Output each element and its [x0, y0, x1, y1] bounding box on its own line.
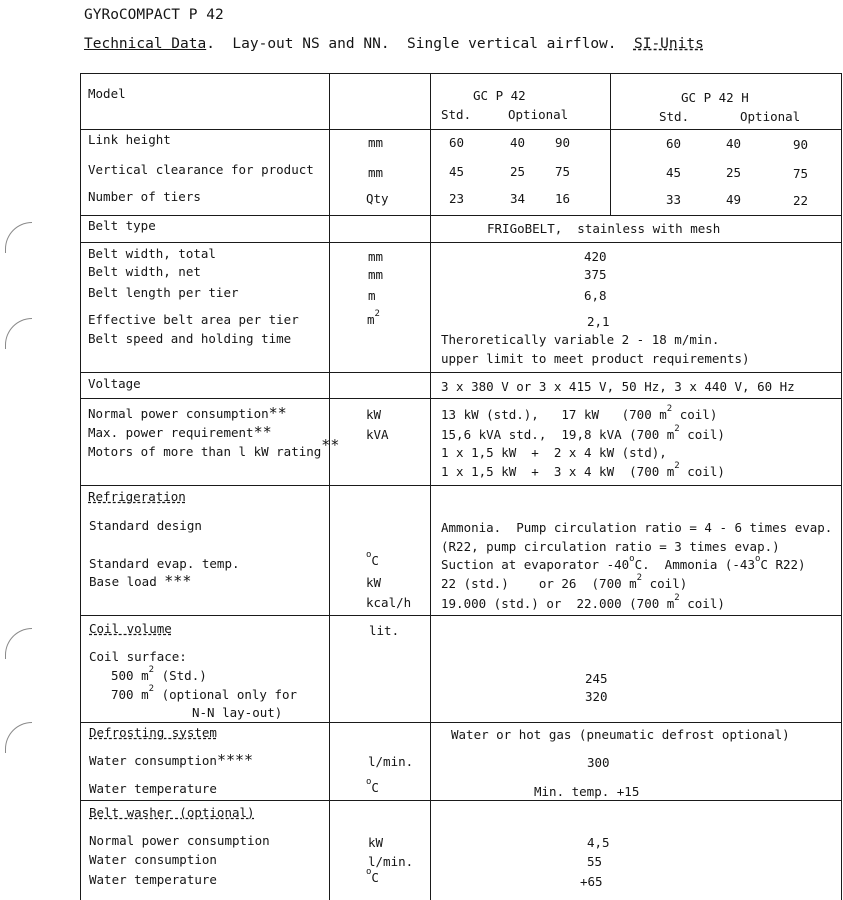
punch-hole: [5, 318, 32, 349]
belt-width-total-label: Belt width, total: [88, 246, 216, 261]
header-p42-std: Std.: [441, 107, 472, 122]
document-subtitle: [84, 37, 704, 51]
sup-2: 2: [674, 593, 680, 603]
belt-width-total-value: 420: [584, 249, 607, 264]
punch-hole: [5, 722, 32, 753]
coil-500-value: 245: [585, 671, 608, 686]
max-power-label-text: Max. power requirement: [88, 425, 254, 440]
coil-surface-label: Coil surface:: [89, 649, 187, 664]
row-divider: [80, 615, 842, 616]
normal-power-value: [441, 404, 718, 422]
asterisk-mark: **: [321, 436, 340, 454]
coil-700-label-2: N-N lay-out): [192, 705, 283, 720]
clearance-p42h-opt1: 25: [726, 165, 742, 180]
refrigeration-heading-text: Refrigeration: [88, 489, 186, 504]
belt-width-net-value: 375: [584, 267, 607, 282]
row-divider: [80, 722, 842, 723]
asterisk-mark: **: [253, 423, 272, 441]
clearance-p42-opt2: 75: [555, 164, 571, 179]
header-model: Model: [88, 86, 126, 101]
link-height-p42h-std: 60: [666, 136, 682, 151]
sup-2: 2: [674, 424, 680, 434]
motors-value-2b: coil): [679, 464, 725, 479]
table-border-top: [80, 73, 842, 74]
belt-length-label: Belt length per tier: [88, 285, 239, 300]
subtitle-layout: . Lay-out NS and NN. Single vertical airflow.: [206, 36, 634, 52]
header-p42h-std: Std.: [659, 109, 690, 124]
coil-500-label: [111, 665, 207, 683]
clearance-p42-opt1: 25: [510, 164, 526, 179]
link-height-p42-opt2: 90: [555, 135, 571, 150]
link-height-p42h-opt1: 40: [726, 136, 742, 151]
tiers-p42h-opt1: 49: [726, 192, 742, 207]
table-border-right: [841, 73, 842, 900]
motors-value-1: 1 x 1,5 kW + 2 x 4 kW (std),: [441, 445, 667, 460]
base-load-label-text: Base load: [89, 574, 157, 589]
defrost-water-value: 300: [587, 755, 610, 770]
normal-power-label: [88, 406, 287, 421]
coil-volume-unit: lit.: [369, 623, 400, 638]
normal-power-label-text: Normal power consumption: [88, 406, 269, 421]
normal-power-value-b: coil): [672, 407, 718, 422]
max-power-value-a: 15,6 kVA std., 19,8 kVA (700 m: [441, 427, 675, 442]
value-column-divider: [430, 73, 431, 900]
washer-power-label: Normal power consumption: [89, 833, 270, 848]
washer-temp-unit: [366, 867, 379, 885]
washer-temp-label: Water temperature: [89, 872, 217, 887]
sup-2: 2: [666, 404, 673, 414]
sup-2: 2: [636, 573, 643, 583]
belt-area-unit: [367, 309, 380, 327]
evap-temp-value: [441, 554, 806, 572]
link-height-p42h-opt2: 90: [793, 137, 809, 152]
belt-type-label: Belt type: [88, 218, 156, 233]
belt-speed-label: Belt speed and holding time: [88, 331, 292, 346]
washer-water-unit: l/min.: [368, 854, 414, 869]
header-p42-optional: Optional: [508, 107, 569, 122]
voltage-label: Voltage: [88, 376, 141, 391]
belt-area-unit-text: m: [367, 312, 375, 327]
base-load-kcal-value-a: 19.000 (std.) or 22.000 (700 m: [441, 596, 675, 611]
row-divider: [80, 215, 842, 216]
coil-700-a: 700 m: [111, 687, 149, 702]
asterisk-mark: **: [268, 404, 287, 422]
motors-value-2: [441, 461, 725, 479]
row-divider: [80, 398, 842, 399]
standard-design-value-2: (R22, pump circulation ratio = 3 times evap.): [441, 539, 780, 554]
table-border-left: [80, 73, 81, 900]
coil-500-b: (Std.): [154, 668, 207, 683]
row-divider: [80, 242, 842, 243]
tiers-p42-opt2: 16: [555, 191, 571, 206]
belt-width-net-label: Belt width, net: [88, 264, 201, 279]
standard-design-label: Standard design: [89, 518, 202, 533]
defrost-temp-unit-text: C: [371, 780, 379, 795]
clearance-label: Vertical clearance for product: [88, 162, 314, 177]
coil-700-label: [111, 684, 298, 702]
base-load-kcal-value-b: coil): [679, 596, 725, 611]
evap-temp-label: Standard evap. temp.: [89, 556, 240, 571]
link-height-label: Link height: [88, 132, 171, 147]
subtitle-si-units: SI-Units: [633, 36, 704, 52]
link-height-p42-opt1: 40: [510, 135, 526, 150]
washer-heading-text: Belt washer (optional): [89, 805, 255, 820]
base-load-value-a: 22 (std.) or 26 (700 m: [441, 576, 637, 591]
row-divider: [80, 372, 842, 373]
standard-design-value-1: Ammonia. Pump circulation ratio = 4 - 6 times evap.: [441, 520, 833, 535]
normal-power-value-a: 13 kW (std.), 17 kW (700 m: [441, 407, 667, 422]
washer-temp-value: +65: [580, 874, 603, 889]
defrost-water-unit: l/min.: [368, 754, 414, 769]
washer-water-value: 55: [587, 854, 603, 869]
subtitle-technical-data: Technical Data: [84, 36, 207, 52]
clearance-p42h-opt2: 75: [793, 166, 809, 181]
voltage-value: 3 x 380 V or 3 x 415 V, 50 Hz, 3 x 440 V, 60 Hz: [441, 379, 795, 394]
belt-area-label: Effective belt area per tier: [88, 312, 299, 327]
evap-temp-v1: Suction at evaporator -40: [441, 557, 630, 572]
base-load-label: [89, 574, 191, 589]
max-power-value: [441, 424, 725, 442]
max-power-value-b: coil): [679, 427, 725, 442]
header-p42h-optional: Optional: [740, 109, 801, 124]
washer-heading: [89, 806, 255, 820]
link-height-unit: mm: [368, 135, 384, 150]
coil-700-value: 320: [585, 689, 608, 704]
defrost-water-label-text: Water consumption: [89, 753, 217, 768]
link-height-p42-std: 60: [449, 135, 465, 150]
punch-hole: [5, 222, 32, 253]
belt-length-value: 6,8: [584, 288, 607, 303]
motors-label-text: Motors of more than l kW rating: [88, 444, 322, 459]
defrost-temp-label: Water temperature: [89, 781, 217, 796]
header-gc-p42h: GC P 42 H: [681, 90, 749, 105]
row-divider: [80, 485, 842, 486]
washer-power-value: 4,5: [587, 835, 610, 850]
belt-type-value: FRIGoBELT, stainless with mesh: [487, 221, 721, 236]
degree-sup: o: [366, 550, 372, 560]
tiers-unit: Qty: [366, 191, 389, 206]
base-load-value-b: coil): [642, 576, 688, 591]
degree-sup: o: [366, 867, 372, 877]
tiers-label: Number of tiers: [88, 189, 201, 204]
evap-temp-v3: C R22): [760, 557, 806, 572]
clearance-unit: mm: [368, 165, 384, 180]
defrost-water-label: [89, 753, 253, 768]
asterisk-mark: ****: [216, 751, 254, 769]
header-gc-p42: GC P 42: [473, 88, 526, 103]
belt-length-unit: m: [368, 288, 376, 303]
belt-width-net-unit: mm: [368, 267, 384, 282]
base-load-kcal-unit: kcal/h: [366, 595, 412, 610]
base-load-value: [441, 573, 688, 591]
clearance-p42-std: 45: [449, 164, 465, 179]
sup-2: 2: [148, 665, 155, 675]
punch-hole: [5, 628, 32, 659]
row-divider: [80, 800, 842, 801]
degree-sup: o: [366, 777, 372, 787]
row-divider: [80, 129, 842, 130]
model-column-divider: [610, 73, 611, 215]
motors-label: [88, 436, 340, 459]
asterisk-mark: ***: [164, 572, 192, 590]
coil-500-a: 500 m: [111, 668, 149, 683]
tiers-p42-std: 23: [449, 191, 465, 206]
refrigeration-heading: [88, 490, 186, 504]
base-load-unit: kW: [366, 575, 382, 590]
sup-2: 2: [674, 461, 680, 471]
clearance-p42h-std: 45: [666, 165, 682, 180]
sup-2: 2: [148, 684, 155, 694]
defrost-heading: [89, 726, 217, 740]
unit-column-divider: [329, 73, 330, 900]
evap-temp-unit-text: C: [371, 553, 379, 568]
evap-temp-unit: [366, 550, 379, 568]
max-power-label: [88, 425, 272, 440]
defrost-value: Water or hot gas (pneumatic defrost optional): [451, 727, 790, 742]
tiers-p42-opt1: 34: [510, 191, 526, 206]
belt-speed-value-2: upper limit to meet product requirements): [441, 351, 750, 366]
coil-volume-heading-text: Coil volume: [89, 621, 172, 636]
washer-power-unit: kW: [368, 835, 384, 850]
belt-area-value: 2,1: [587, 314, 610, 329]
belt-speed-value-1: Theroretically variable 2 - 18 m/min.: [441, 332, 720, 347]
washer-temp-unit-text: C: [371, 870, 379, 885]
defrost-temp-value: Min. temp. +15: [534, 784, 640, 799]
tiers-p42h-opt2: 22: [793, 193, 809, 208]
degree-sup: o: [629, 554, 635, 564]
belt-area-unit-sup: 2: [374, 309, 380, 319]
defrost-heading-text: Defrosting system: [89, 725, 217, 740]
degree-sup: o: [755, 554, 761, 564]
normal-power-unit: kW: [366, 407, 382, 422]
document-title: GYRoCOMPACT P 42: [84, 7, 224, 23]
max-power-unit: kVA: [366, 427, 389, 442]
base-load-kcal-value: [441, 593, 725, 611]
tiers-p42h-std: 33: [666, 192, 682, 207]
defrost-temp-unit: [366, 777, 379, 795]
coil-700-b: (optional only for: [154, 687, 298, 702]
evap-temp-v2: C. Ammonia (-43: [634, 557, 755, 572]
belt-width-total-unit: mm: [368, 249, 384, 264]
washer-water-label: Water consumption: [89, 852, 217, 867]
motors-value-2a: 1 x 1,5 kW + 3 x 4 kW (700 m: [441, 464, 675, 479]
coil-volume-heading: [89, 622, 172, 636]
